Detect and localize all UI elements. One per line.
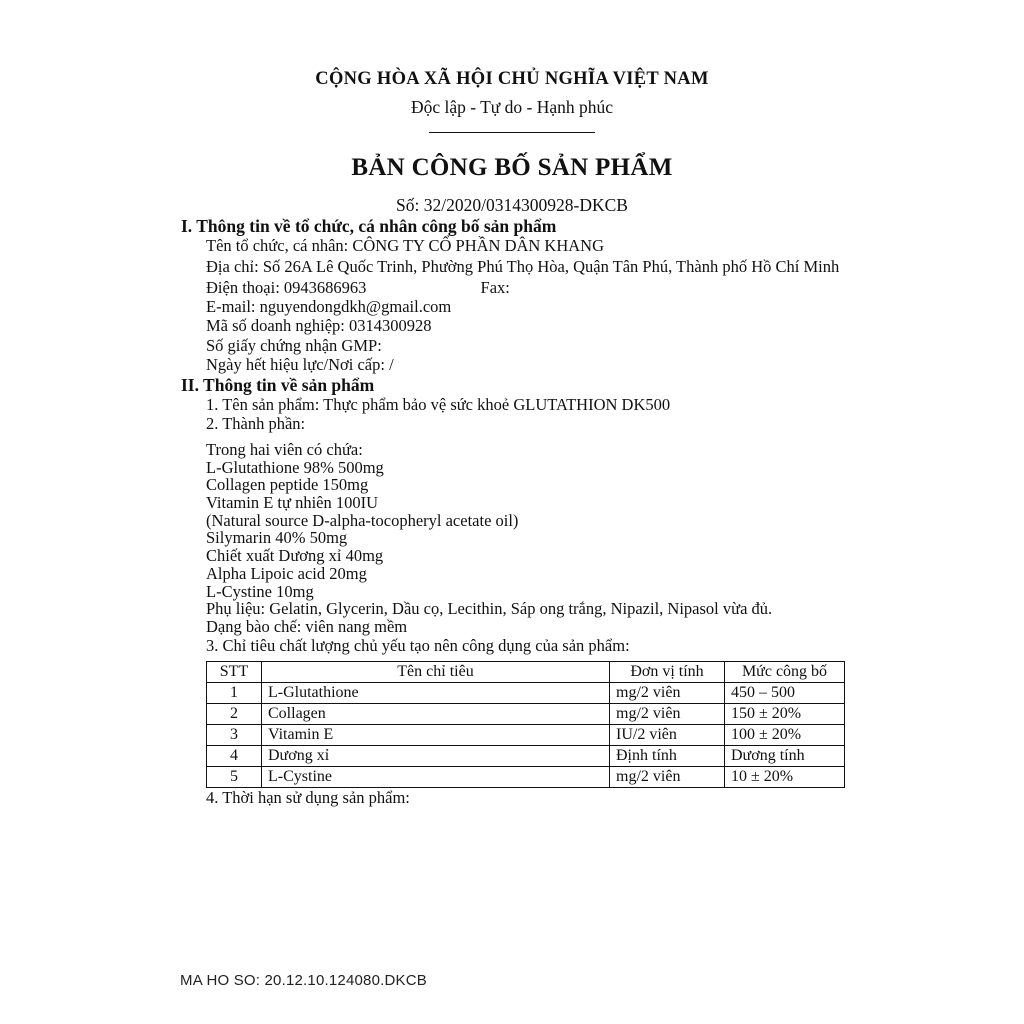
table-cell: Collagen	[262, 704, 610, 725]
section-product-info	[181, 375, 844, 808]
motto-underline	[429, 132, 595, 133]
table-cell: 10 ± 20%	[725, 767, 845, 788]
table-row	[207, 704, 845, 725]
table-cell: 450 – 500	[725, 683, 845, 704]
table-header-stt: STT	[207, 662, 262, 683]
table-cell: mg/2 viên	[610, 683, 725, 704]
shelf-life-heading: 4. Thời hạn sử dụng sản phẩm:	[206, 788, 410, 808]
document-title: BẢN CÔNG BỐ SẢN PHẨM	[351, 154, 673, 181]
ingredient-line: L-Glutathione 98% 500mg	[206, 457, 384, 477]
table-row	[207, 725, 845, 746]
table-cell: 150 ± 20%	[725, 704, 845, 725]
table-row	[207, 746, 845, 767]
table-header-level: Mức công bố	[725, 662, 845, 683]
section2-heading: II. Thông tin về sản phẩm	[181, 374, 375, 395]
table-cell: 3	[207, 725, 262, 746]
table-cell: 1	[207, 683, 262, 704]
gmp-certificate-number: Số giấy chứng nhận GMP:	[206, 335, 382, 355]
phone-fax-line	[181, 278, 844, 297]
section1-heading: I. Thông tin về tổ chức, cá nhân công bố sản phẩm	[181, 216, 557, 236]
document-number: Số: 32/2020/0314300928-DKCB	[396, 195, 628, 215]
table-cell: 5	[207, 767, 262, 788]
national-motto: Độc lập - Tự do - Hạnh phúc	[410, 97, 614, 117]
table-header-unit: Đơn vị tính	[610, 662, 725, 683]
table-cell: Vitamin E	[262, 725, 610, 746]
table-cell: Dương xỉ	[262, 746, 610, 767]
table-cell: mg/2 viên	[610, 767, 725, 788]
gmp-expiry-place: Ngày hết hiệu lực/Nơi cấp: /	[206, 355, 394, 375]
ingredient-line: Phụ liệu: Gelatin, Glycerin, Dầu cọ, Lecithin, Sáp ong trắng, Nipazil, Nipasol vừa đủ.	[206, 599, 773, 619]
ingredient-line: Silymarin 40% 50mg	[206, 528, 348, 548]
table-header-criteria: Tên chỉ tiêu	[262, 662, 610, 683]
document-body	[181, 216, 844, 808]
quality-criteria-table	[206, 661, 845, 788]
ingredient-line: Vitamin E tự nhiên 100IU	[206, 493, 379, 513]
ingredient-line: (Natural source D-alpha-tocopheryl acetate oil)	[206, 510, 519, 530]
national-title: CỘNG HÒA XÃ HỘI CHỦ NGHĨA VIỆT NAM	[315, 69, 709, 89]
table-cell: 2	[207, 704, 262, 725]
ingredient-line: Chiết xuất Dương xỉ 40mg	[206, 546, 384, 566]
table-header-row	[207, 662, 845, 683]
table-cell: Dương tính	[725, 746, 845, 767]
file-code: MA HO SO: 20.12.10.124080.DKCB	[180, 972, 427, 989]
table-cell: mg/2 viên	[610, 704, 725, 725]
composition-heading: 2. Thành phần:	[206, 414, 306, 434]
table-cell: L-Cystine	[262, 767, 610, 788]
table-row	[207, 767, 845, 788]
ingredient-line: Collagen peptide 150mg	[206, 475, 369, 495]
ingredient-list	[206, 441, 844, 636]
ingredient-line: L-Cystine 10mg	[206, 581, 314, 601]
ingredient-line: Dạng bào chế: viên nang mềm	[206, 616, 408, 636]
table-cell: IU/2 viên	[610, 725, 725, 746]
product-name: 1. Tên sản phẩm: Thực phẩm bảo vệ sức khoẻ GLUTATHION DK500	[206, 395, 671, 414]
ingredient-line: Trong hai viên có chứa:	[206, 439, 363, 459]
table-row	[207, 683, 845, 704]
table-cell: Định tính	[610, 746, 725, 767]
organization-name: Tên tổ chức, cá nhân: CÔNG TY CỔ PHẦN DÂN KHANG	[206, 236, 605, 256]
document-header	[0, 69, 1024, 216]
fax-label: Fax:	[480, 277, 510, 297]
business-registration-code: Mã số doanh nghiệp: 0314300928	[206, 316, 432, 336]
table-cell: 100 ± 20%	[725, 725, 845, 746]
ingredient-line: Alpha Lipoic acid 20mg	[206, 563, 367, 583]
email-address: E-mail: nguyendongdkh@gmail.com	[206, 297, 452, 316]
table-cell: L-Glutathione	[262, 683, 610, 704]
quality-criteria-heading: 3. Chỉ tiêu chất lượng chủ yếu tạo nên công dụng của sản phẩm:	[206, 635, 630, 655]
phone-number: Điện thoại: 0943686963	[206, 277, 367, 297]
table-cell: 4	[207, 746, 262, 767]
organization-address: Địa chỉ: Số 26A Lê Quốc Trinh, Phường Phú Thọ Hòa, Quận Tân Phú, Thành phố Hồ Chí Minh	[206, 256, 840, 276]
section-organization-info	[181, 216, 844, 375]
